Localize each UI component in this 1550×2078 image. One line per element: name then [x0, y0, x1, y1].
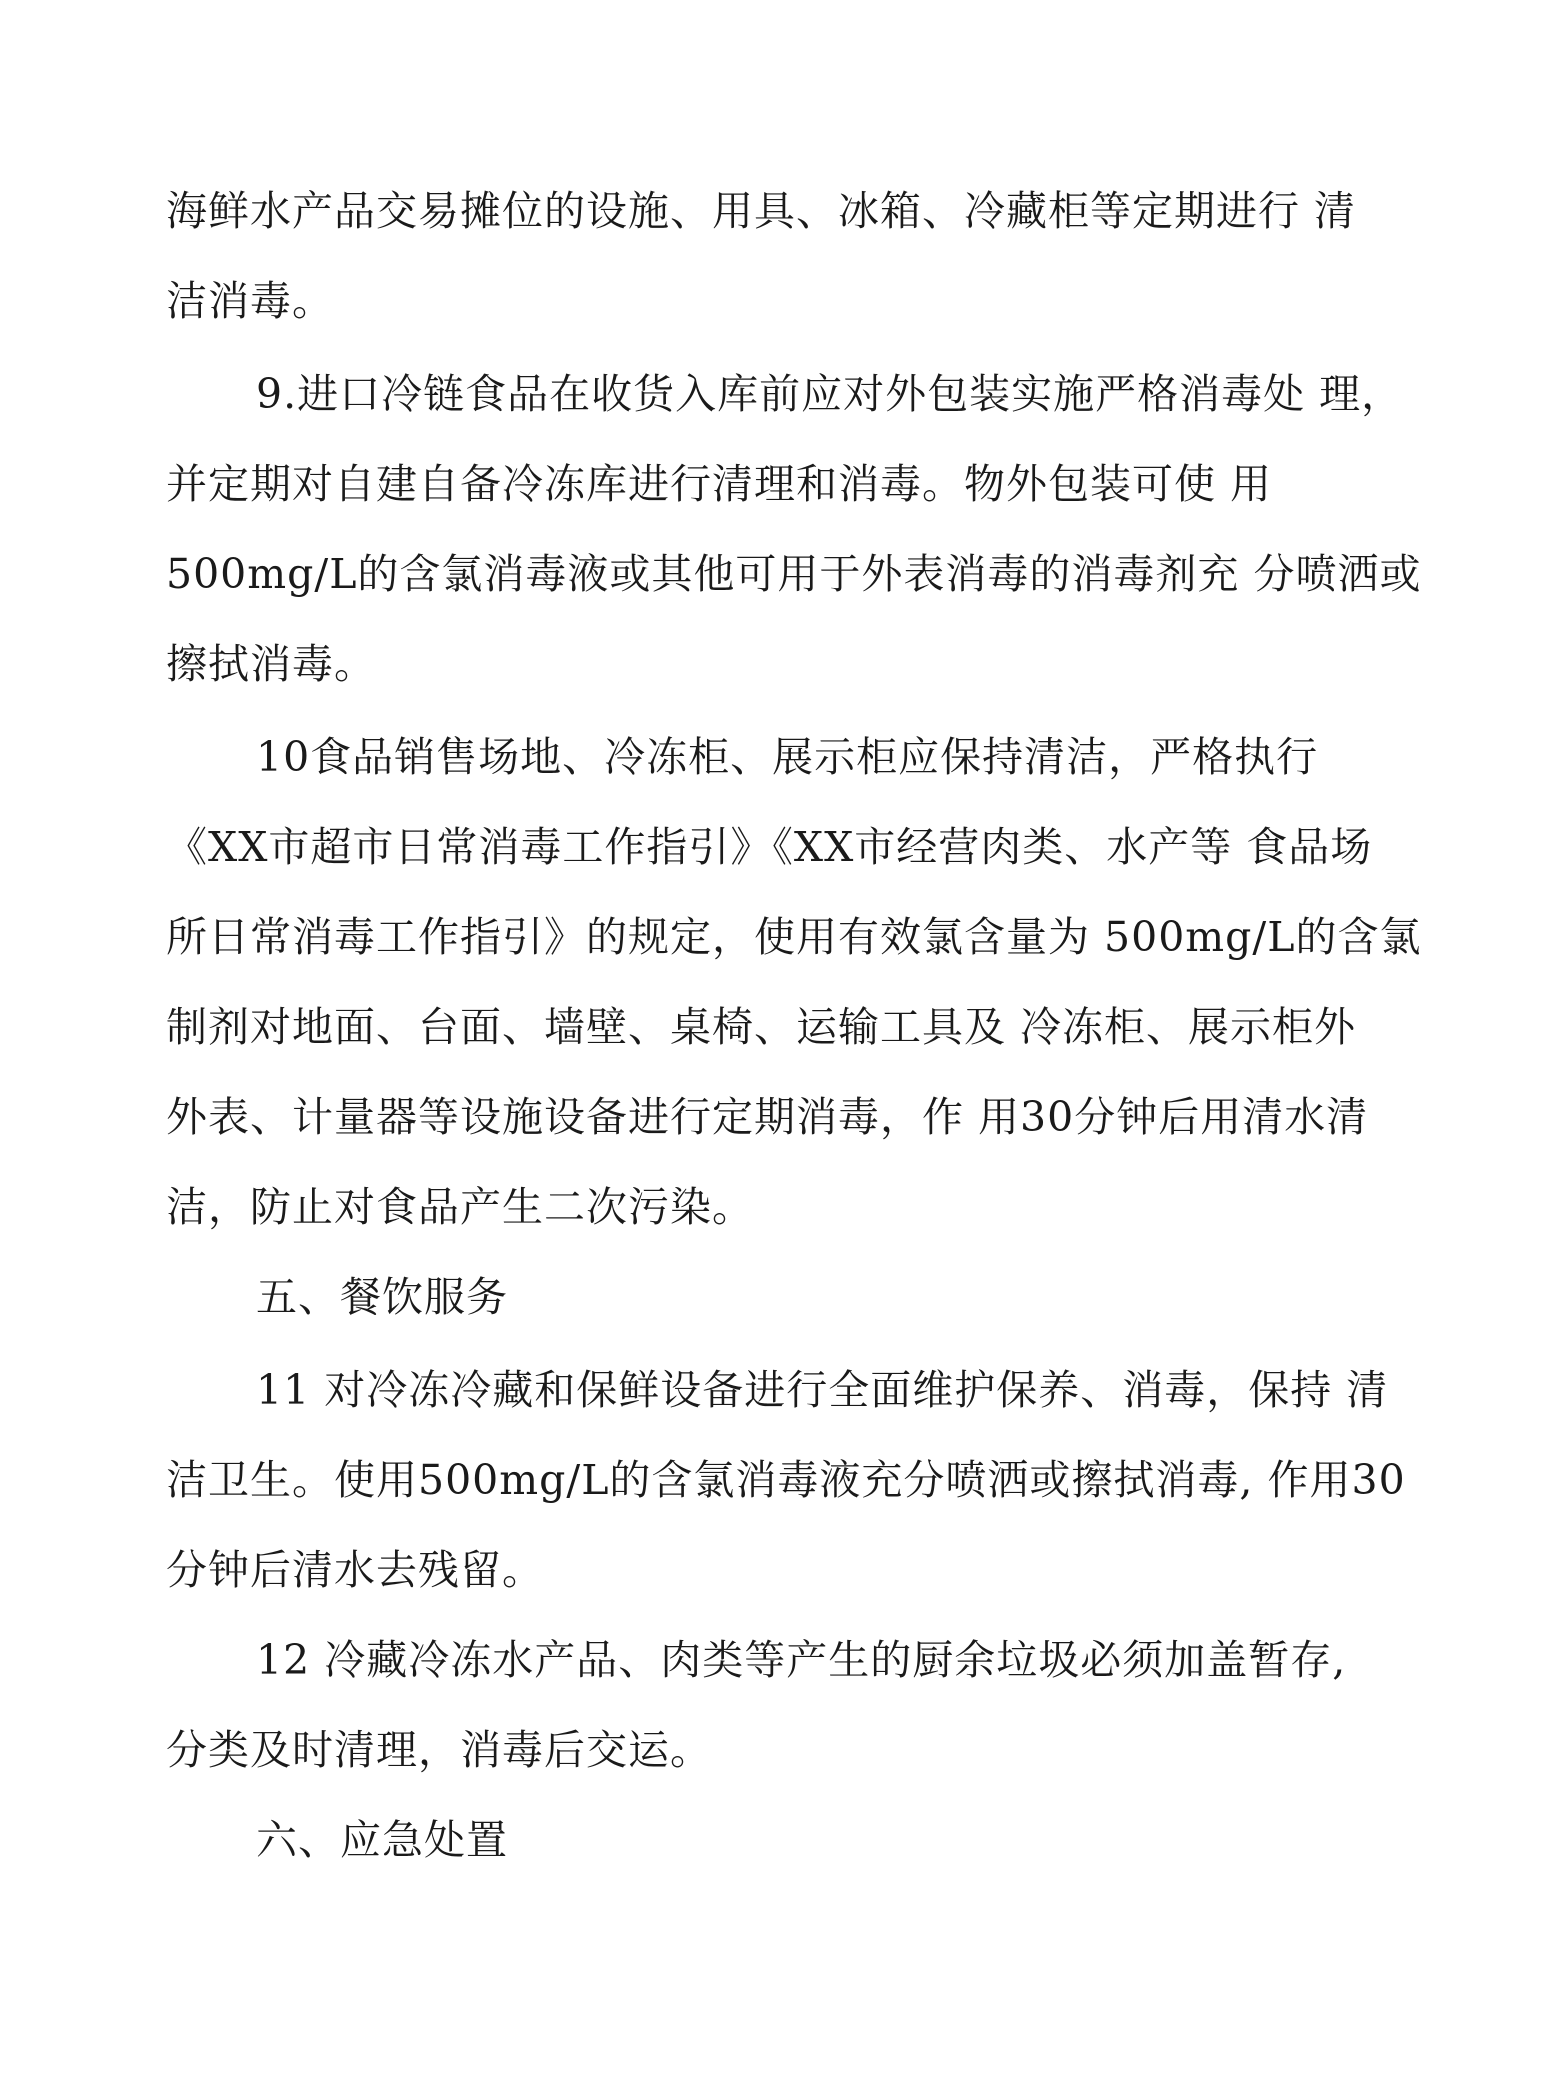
text-line: 海鲜水产品交易摊位的设施、用具、冰箱、冷藏柜等定期进行 清 [166, 187, 1357, 235]
section-heading: 五、餐饮服务 [256, 1273, 508, 1321]
text-line: 《XX市超市日常消毒工作指引》《XX市经营肉类、水产等 食品场 [166, 823, 1373, 871]
text-line: 擦拭消毒。 [166, 640, 376, 688]
section-heading: 六、应急处置 [256, 1816, 508, 1864]
text-line: 洁，防止对食品产生二次污染。 [166, 1183, 754, 1231]
text-line: 12 冷藏冷冻水产品、肉类等产生的厨余垃圾必须加盖暂存, [256, 1636, 1347, 1684]
text-line: 洁卫生。使用500mg/L的含氯消毒液充分喷洒或擦拭消毒, 作用30 [166, 1456, 1406, 1504]
text-line: 并定期对自建自备冷冻库进行清理和消毒。物外包装可使 用 [166, 460, 1273, 508]
text-line: 外表、计量器等设施设备进行定期消毒，作 用30分钟后用清水清 [166, 1093, 1369, 1141]
text-line: 9.进口冷链食品在收货入库前应对外包装实施严格消毒处 理， [256, 370, 1404, 418]
text-line: 分类及时清理，消毒后交运。 [166, 1726, 712, 1774]
text-line: 11 对冷冻冷藏和保鲜设备进行全面维护保养、消毒，保持 清 [256, 1366, 1389, 1414]
text-line: 500mg/L的含氯消毒液或其他可用于外表消毒的消毒剂充 分喷洒或 [166, 550, 1422, 598]
text-line: 制剂对地面、台面、墙壁、桌椅、运输工具及 冷冻柜、展示柜外 [166, 1003, 1357, 1051]
text-line: 分钟后清水去残留。 [166, 1546, 544, 1594]
text-line: 洁消毒。 [166, 277, 334, 325]
text-line: 10食品销售场地、冷冻柜、展示柜应保持清洁，严格执行 [256, 733, 1319, 781]
text-line: 所日常消毒工作指引》的规定，使用有效氯含量为 500mg/L的含氯 [166, 913, 1422, 961]
